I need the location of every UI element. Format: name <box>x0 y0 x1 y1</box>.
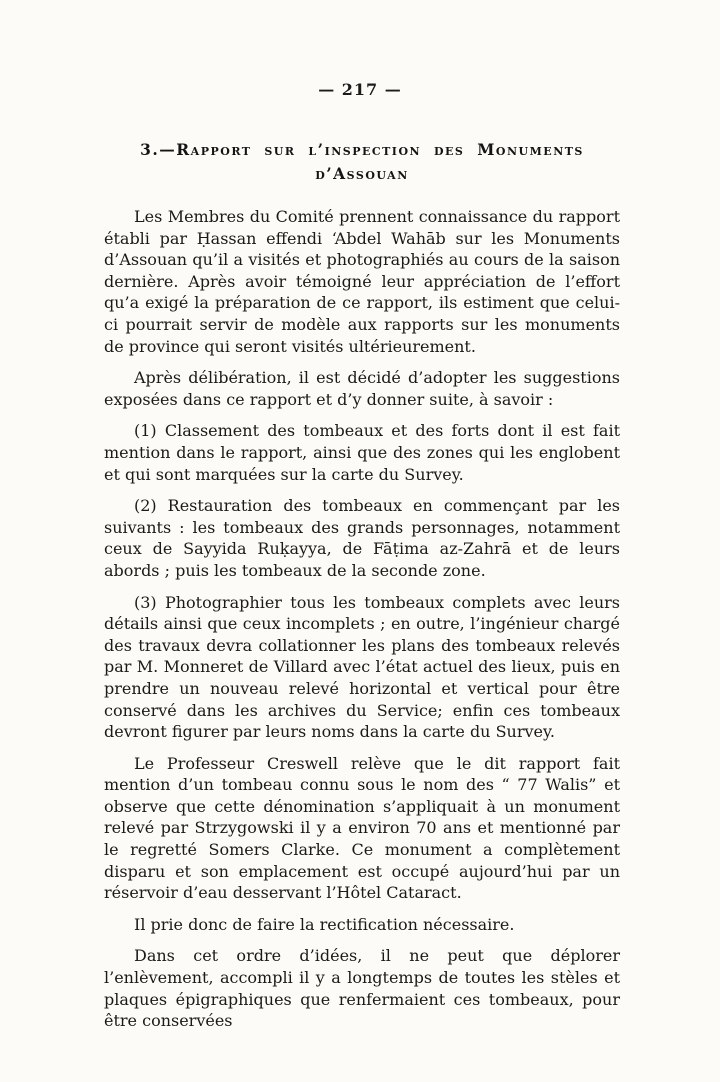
heading-line-1: 3.—Rapport sur l’inspection des Monuments <box>140 140 584 159</box>
paragraph-item-1: (1) Classement des tombeaux et des forts dont il est fait mention dans le rapport, ainsi que des zones qui les englobent et qui sont marquées sur la carte du Survey. <box>104 421 620 484</box>
body-text <box>104 206 620 1032</box>
heading-line-2: d’Assouan <box>315 164 409 184</box>
page-number: — 217 — <box>318 80 402 99</box>
paragraph-steles: Dans cet ordre d’idées, il ne peut que déplorer l’enlèvement, accompli il y a longtemps de toutes les stèles et plaques épigraphiques que renfermaient ces tombeaux, pour être conservées <box>104 946 620 1031</box>
paragraph-creswell: Le Professeur Creswell relève que le dit rapport fait mention d’un tombeau connu sous le nom des “ 77 Walis” et observe que cette dénomination s’appliquait à un monument relevé par Strzygowski il y a environ 70 ans et mentionné par le regretté Somers Clarke. Ce monument a complètement disparu et son emplacement est occupé aujourd’hui par un réservoir d’eau desservant l’Hôtel Cataract. <box>104 753 620 903</box>
page-content <box>104 138 620 1042</box>
paragraph-intro: Les Membres du Comité prennent connaissance du rapport établi par Ḥassan effendi ʻAbdel Wahāb sur les Monuments d’Assouan qu’il a visités et photographiés au cours de la saison dernière. Après avoir témoigné leur appréciation de l’effort qu’a exigé la préparation de ce rapport, ils estiment que celui-ci pourrait servir de modèle aux rapports sur les monuments de province qui seront visités ultérieurement. <box>104 207 620 356</box>
paragraph-deliberation: Après délibération, il est décidé d’adopter les suggestions exposées dans ce rapport et d’y donner suite, à savoir : <box>104 368 620 409</box>
section-heading <box>104 138 620 186</box>
paragraph-item-3: (3) Photographier tous les tombeaux complets avec leurs détails ainsi que ceux incomplets ; en outre, l’ingénieur chargé des travaux devra collationner les plans des tombeaux relevés par M. Monneret de Villard avec l’état actuel des lieux, puis en prendre un nouveau relevé horizontal et vertical pour être conservé dans les archives du Service; enfin ces tombeaux devront figurer par leurs noms dans la carte du Survey. <box>104 592 620 742</box>
paragraph-rectification: Il prie donc de faire la rectification nécessaire. <box>134 914 515 934</box>
paragraph-item-2: (2) Restauration des tombeaux en commençant par les suivants : les tombeaux des grands personnages, notamment ceux de Sayyida Ruḳayya, de Fāṭima az-Zahrā et de leurs abords ; puis les tombeaux de la seconde zone. <box>104 496 620 580</box>
